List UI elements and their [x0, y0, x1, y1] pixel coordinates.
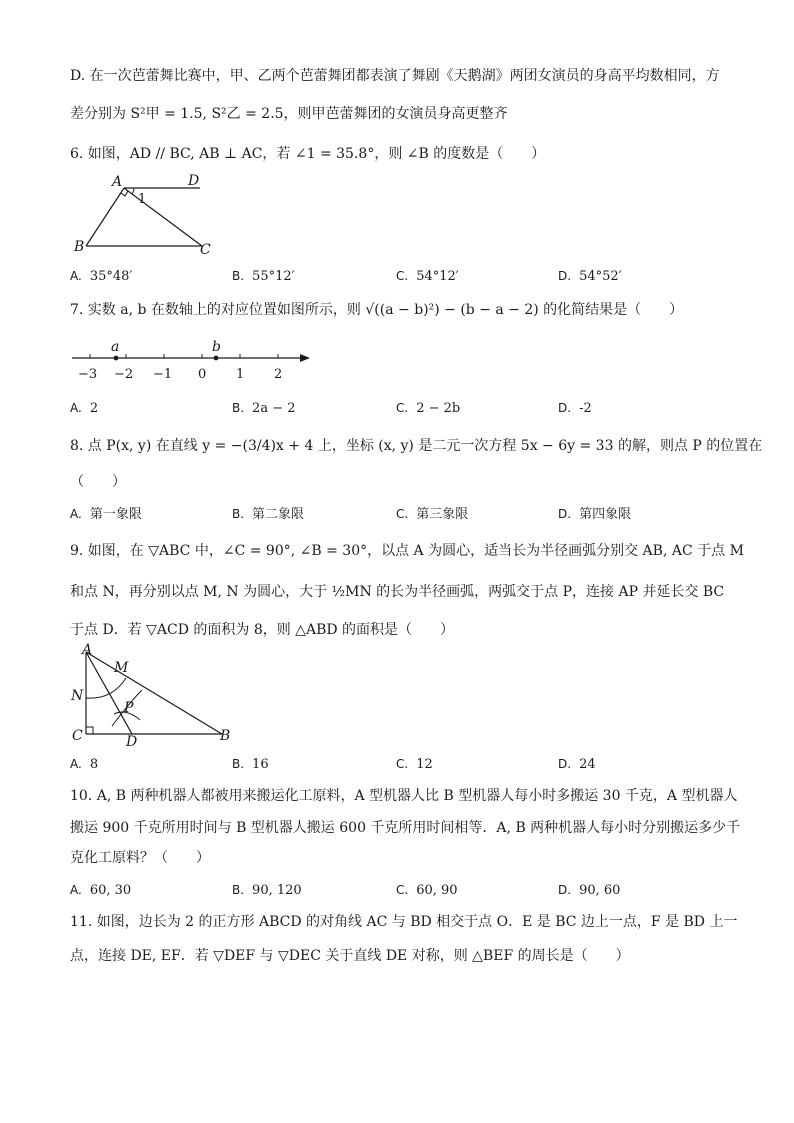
q6-label-angle1: 1 — [138, 192, 147, 207]
q9-stem-line2: 和点 N，再分别以点 M, N 为圆心，大于 ½MN 的长为半径画弧，两弧交于点 P，连接 AP 并延长交 BC — [70, 584, 725, 600]
q9-label-n: N — [71, 688, 84, 704]
q10-stem-line2: 搬运 900 千克所用时间与 B 型机器人搬运 600 千克所用时间相等．A, B 两种机器人每小时分别搬运多少千 — [70, 820, 741, 836]
q9-stem-line3: 于点 D．若 ▽ACD 的面积为 8，则 △ABD 的面积是（ ） — [70, 622, 455, 638]
q9-option-b[interactable]: B. 16 — [232, 757, 269, 772]
q7-point-b — [214, 356, 219, 361]
q5-option-d-line2: 差分别为 S²甲 = 1.5, S²乙 = 2.5，则甲芭蕾舞团的女演员身高更整齐 — [70, 106, 508, 122]
q6-angle1-arc — [132, 188, 134, 194]
q5-option-d-line1: D. 在一次芭蕾舞比赛中，甲、乙两个芭蕾舞团都表演了舞剧《天鹅湖》两团女演员的身高平均数相同，方 — [70, 68, 720, 84]
q6-figure — [70, 174, 230, 258]
q9-line-ab — [86, 652, 222, 734]
q9-label-d: D — [126, 734, 138, 750]
q8-option-b[interactable]: B. 第二象限 — [232, 507, 305, 522]
q9-label-b: B — [220, 728, 231, 744]
q7-label-b: b — [212, 339, 221, 355]
q9-options — [70, 754, 730, 774]
q7-point-a — [114, 356, 119, 361]
q6-option-d[interactable]: D. 54°52′ — [558, 269, 622, 284]
q9-option-a[interactable]: A. 8 — [70, 757, 99, 772]
q8-stem-line1: 8. 点 P(x, y) 在直线 y = −(3/4)x + 4 上，坐标 (x, y) 是二元一次方程 5x − 6y = 33 的解，则点 P 的位置在 — [70, 438, 763, 454]
q6-label-d: D — [188, 174, 200, 189]
q7-axis-arrow — [300, 354, 310, 362]
q6-option-b[interactable]: B. 55°12′ — [232, 269, 295, 284]
q11-stem-line2: 点，连接 DE, EF．若 ▽DEF 与 ▽DEC 关于直线 DE 对称，则 △BEF 的周长是（ ） — [70, 948, 630, 964]
q7-tick-label-m1: −1 — [153, 367, 173, 382]
q7-tick-label-2: 2 — [274, 367, 283, 382]
q10-option-c[interactable]: C. 60, 90 — [396, 883, 458, 898]
q6-stem: 6. 如图，AD // BC, AB ⊥ AC，若 ∠1 = 35.8°，则 ∠B 的度数是（ ） — [70, 146, 546, 162]
q10-options — [70, 880, 730, 900]
q9-option-d[interactable]: D. 24 — [558, 757, 596, 772]
q7-option-b[interactable]: B. 2a − 2 — [232, 401, 296, 416]
q6-label-a: A — [112, 174, 123, 190]
q6-option-a[interactable]: A. 35°48′ — [70, 269, 133, 284]
q7-options — [70, 398, 730, 418]
q10-stem-line3: 克化工原料？（ ） — [70, 850, 210, 866]
q7-label-a: a — [111, 339, 120, 355]
q9-label-c: C — [72, 728, 83, 744]
q9-label-m: M — [114, 660, 129, 676]
q10-stem-line1: 10. A, B 两种机器人都被用来搬运化工原料，A 型机器人比 B 型机器人每小时多搬运 30 千克，A 型机器人 — [70, 788, 738, 804]
q8-option-c[interactable]: C. 第三象限 — [396, 507, 469, 522]
q7-option-d[interactable]: D. -2 — [558, 401, 592, 416]
q6-line-ac — [124, 188, 202, 246]
q9-figure — [68, 642, 248, 750]
q9-label-p: P — [124, 700, 134, 716]
q6-line-ab — [86, 188, 124, 246]
q9-stem-line1: 9. 如图，在 ▽ABC 中，∠C = 90°, ∠B = 30°，以点 A 为圆心，适当长为半径画弧分别交 AB, AC 于点 M — [70, 543, 744, 559]
q7-number-line — [70, 336, 320, 384]
q11-stem-line1: 11. 如图，边长为 2 的正方形 ABCD 的对角线 AC 与 BD 相交于点 O．E 是 BC 边上一点，F 是 BD 上一 — [70, 914, 738, 930]
q9-label-a: A — [82, 642, 93, 658]
q7-tick-label-m3: −3 — [78, 367, 98, 382]
q7-option-c[interactable]: C. 2 − 2b — [396, 401, 461, 416]
q8-option-a[interactable]: A. 第一象限 — [70, 507, 142, 522]
q7-tick-label-1: 1 — [236, 367, 245, 382]
q6-option-c[interactable]: C. 54°12′ — [396, 269, 459, 284]
q8-option-d[interactable]: D. 第四象限 — [558, 507, 632, 522]
q9-option-c[interactable]: C. 12 — [396, 757, 433, 772]
q10-option-d[interactable]: D. 90, 60 — [558, 883, 621, 898]
q6-options — [70, 266, 730, 286]
q10-option-b[interactable]: B. 90, 120 — [232, 883, 302, 898]
q7-stem: 7. 实数 a, b 在数轴上的对应位置如图所示，则 √((a − b)²) − (b − a − 2) 的化简结果是（ ） — [70, 302, 684, 318]
q10-option-a[interactable]: A. 60, 30 — [70, 883, 132, 898]
q8-stem-line2: （ ） — [70, 474, 126, 490]
q6-label-b: B — [74, 239, 85, 255]
q7-tick-label-0: 0 — [198, 367, 207, 382]
q7-option-a[interactable]: A. 2 — [70, 401, 99, 416]
q9-right-angle-mark — [86, 727, 93, 734]
q7-tick-label-m2: −2 — [114, 367, 134, 382]
q6-label-c: C — [200, 242, 211, 258]
q8-options — [70, 504, 730, 524]
